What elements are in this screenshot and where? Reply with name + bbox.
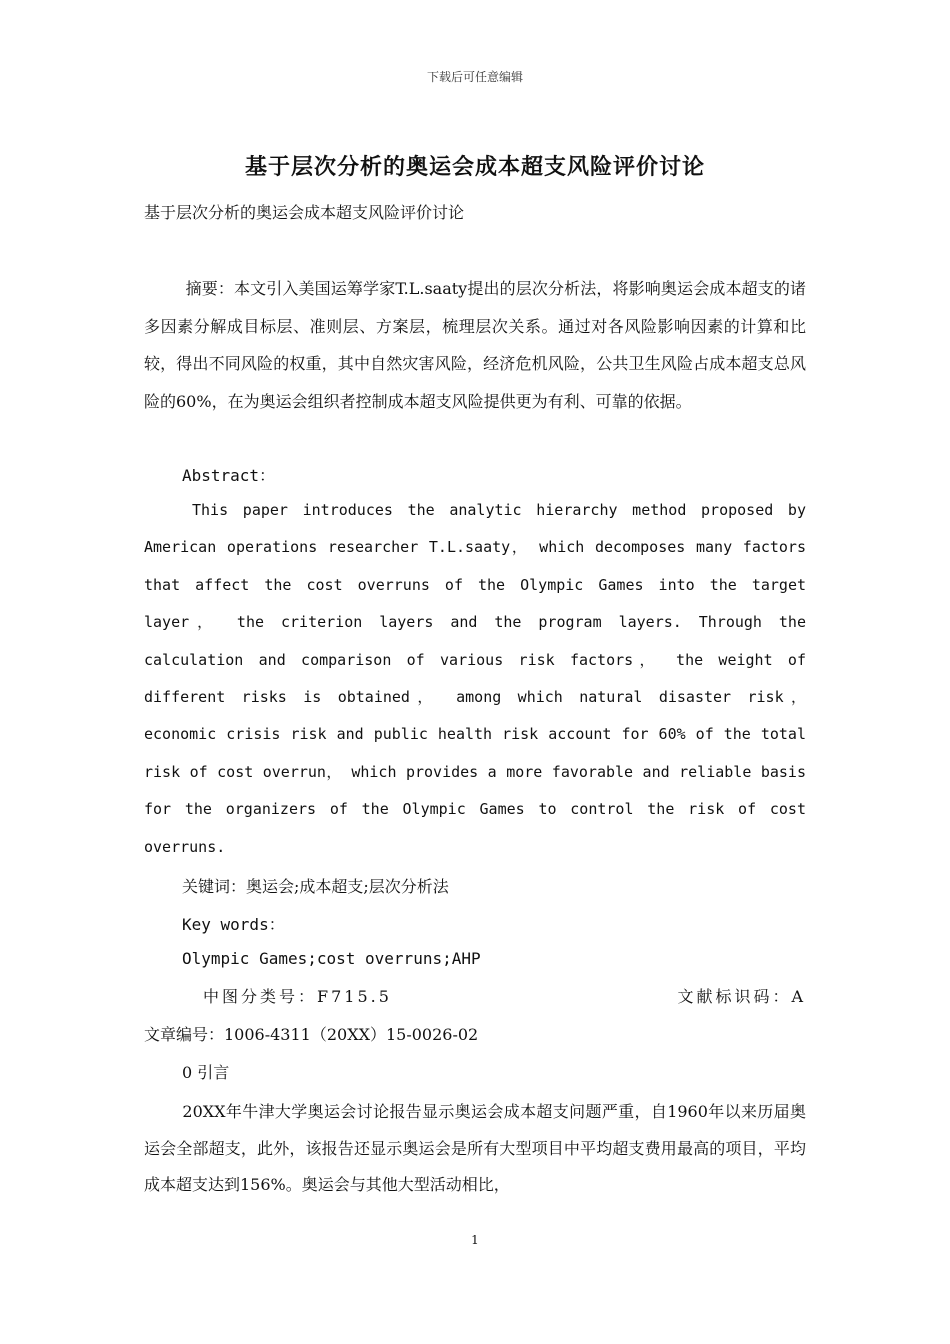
chinese-keywords: 关键词：奥运会;成本超支;层次分析法 — [182, 877, 449, 896]
introduction-paragraph: 20XX年牛津大学奥运会讨论报告显示奥运会成本超支问题严重，自1960年以来历届奥运会全部超支，此外，该报告还显示奥运会是所有大型项目中平均超支费用最高的项目，平均成本超支达到156%。奥运会与其他大型活动相比， — [144, 1102, 806, 1194]
page-header-note: 下载后可任意编辑 — [426, 70, 523, 84]
page-number: 1 — [471, 1233, 479, 1247]
english-abstract: This paper introduces the analytic hierarchy method proposed by American operations researcher T.L.saaty， which decomposes many factors that affect the cost overruns of the Olympic Games into the target layer， the criterion layers and the program layers. Through the calculation and comparison of various risk factors， the weight of different risks is obtained， among which natural disaster risk， economic crisis risk and public health risk account for 60% of the total risk of cost overrun， which provides a more favorable and reliable basis for the organizers of the Olympic Games to control the risk of cost overruns. — [144, 501, 806, 856]
classification-number: 中图分类号：F715.5 — [203, 987, 392, 1006]
article-number: 文章编号：1006-4311（20XX）15-0026-02 — [144, 1025, 479, 1044]
english-keywords: Olympic Games;cost overruns;AHP — [182, 949, 481, 968]
classification-row — [203, 984, 806, 1007]
document-title: 基于层次分析的奥运会成本超支风险评价讨论 — [244, 154, 705, 180]
document-subtitle: 基于层次分析的奥运会成本超支风险评价讨论 — [144, 203, 465, 222]
document-code: 文献标识码：A — [677, 987, 806, 1006]
section-heading-introduction: 0 引言 — [182, 1063, 230, 1082]
english-keywords-label: Key words： — [182, 915, 285, 934]
english-abstract-label: Abstract： — [182, 466, 276, 485]
chinese-abstract: 摘要：本文引入美国运筹学家T.L.saaty提出的层次分析法，将影响奥运会成本超支的诸多因素分解成目标层、准则层、方案层，梳理层次关系。通过对各风险影响因素的计算和比较，得出不同风险的权重，其中自然灾害风险，经济危机风险，公共卫生风险占成本超支总风险的60%，在为奥运会组织者控制成本超支风险提供更为有利、可靠的依据。 — [144, 279, 806, 411]
